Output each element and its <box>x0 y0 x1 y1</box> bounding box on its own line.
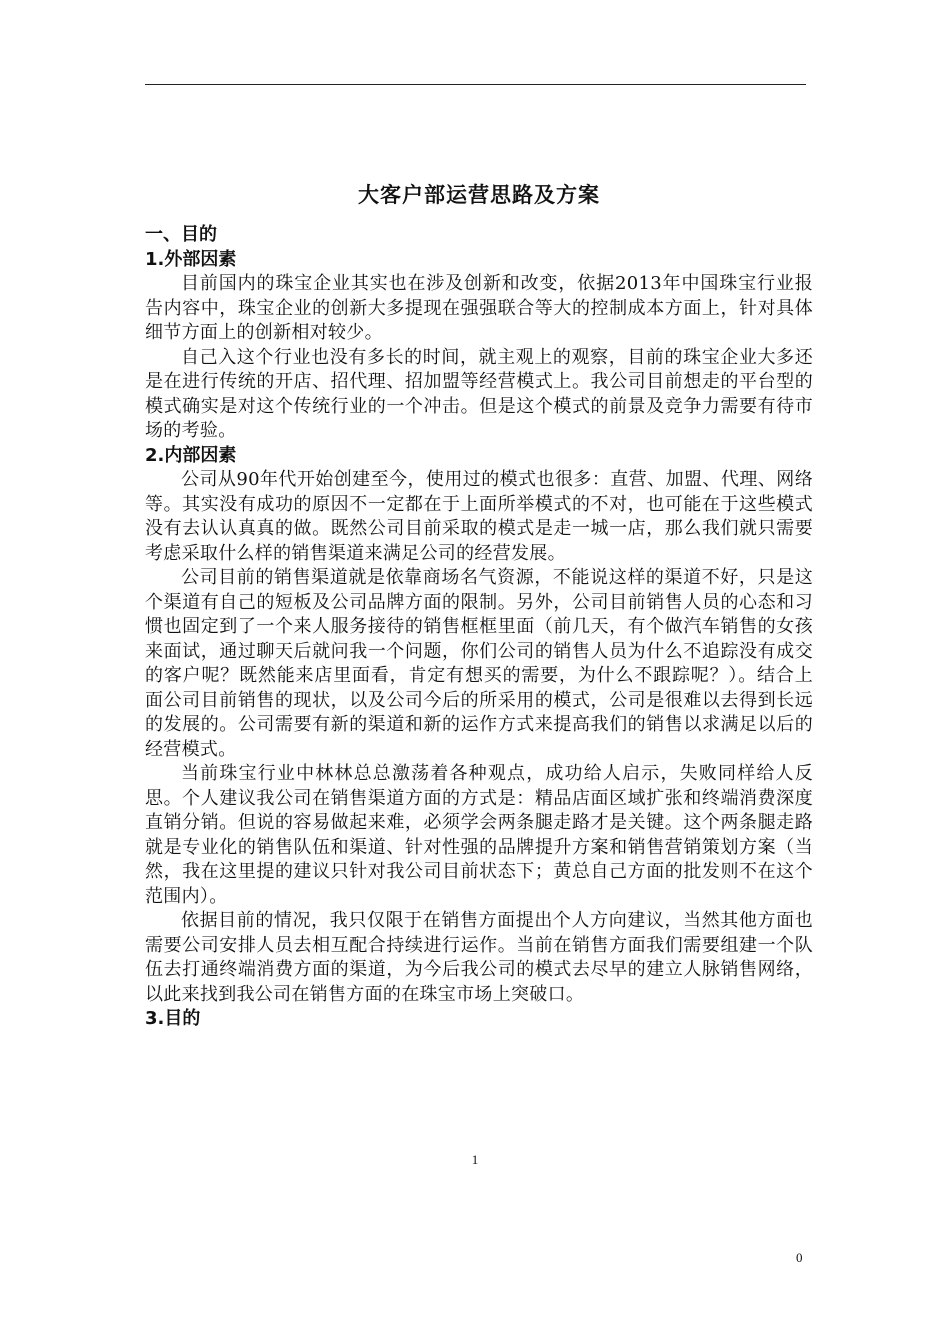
paragraph: 公司从90年代开始创建至今，使用过的模式也很多：直营、加盟、代理、网络等。其实没有成功的原因不一定都在于上面所举模式的不对，也可能在于这些模式没有去认认真真的做。既然公司目前采取的模式是走一城一店，那么我们就只需要考虑采取什么样的销售渠道来满足公司的经营发展。 <box>145 469 813 564</box>
page-number: 1 <box>471 1152 479 1167</box>
header-rule <box>145 84 806 85</box>
outer-page-number: 0 <box>796 1250 803 1265</box>
document-title: 大客户部运营思路及方案 <box>358 183 600 207</box>
paragraph: 公司目前的销售渠道就是依靠商场名气资源，不能说这样的渠道不好，只是这个渠道有自己的短板及公司品牌方面的限制。另外，公司目前销售人员的心态和习惯也固定到了一个来人服务接待的销售框框里面（前几天，有个做汽车销售的女孩来面试，通过聊天后就问我一个问题，你们公司的销售人员为什么不追踪没有成交的客户呢？既然能来店里面看，肯定有想买的需要，为什么不跟踪呢？）。结合上面公司目前销售的现状，以及公司今后的所采用的模式，公司是很难以去得到长远的发展的。公司需要有新的渠道和新的运作方式来提高我们的销售以求满足以后的经营模式。 <box>145 567 813 760</box>
document-body <box>145 180 813 1032</box>
paragraph: 当前珠宝行业中林林总总激荡着各种观点，成功给人启示，失败同样给人反思。个人建议我公司在销售渠道方面的方式是：精品店面区域扩张和终端消费深度直销分销。但说的容易做起来难，必须学会两条腿走路才是关键。这个两条腿走路就是专业化的销售队伍和渠道、针对性强的品牌提升方案和销售营销策划方案（当然，我在这里提的建议只针对我公司目前状态下；黄总自己方面的批发则不在这个范围内）。 <box>145 763 813 907</box>
section-heading-objective: 3.目的 <box>145 1008 201 1029</box>
section-heading-external-factors: 1.外部因素 <box>145 248 237 270</box>
section-heading-internal-factors: 2.内部因素 <box>145 444 237 466</box>
section-heading-purpose: 一、目的 <box>145 224 217 245</box>
paragraph: 依据目前的情况，我只仅限于在销售方面提出个人方向建议，当然其他方面也需要公司安排人员去相互配合持续进行运作。当前在销售方面我们需要组建一个队伍去打通终端消费方面的渠道，为今后我公司的模式去尽早的建立人脉销售网络，以此来找到我公司在销售方面的在珠宝市场上突破口。 <box>145 910 813 1005</box>
paragraph: 目前国内的珠宝企业其实也在涉及创新和改变，依据2013年中国珠宝行业报告内容中，珠宝企业的创新大多提现在强强联合等大的控制成本方面上，针对具体细节方面上的创新相对较少。 <box>145 273 813 343</box>
paragraph: 自己入这个行业也没有多长的时间，就主观上的观察，目前的珠宝企业大多还是在进行传统的开店、招代理、招加盟等经营模式上。我公司目前想走的平台型的模式确实是对这个传统行业的一个冲击。但是这个模式的前景及竞争力需要有待市场的考验。 <box>145 346 813 441</box>
